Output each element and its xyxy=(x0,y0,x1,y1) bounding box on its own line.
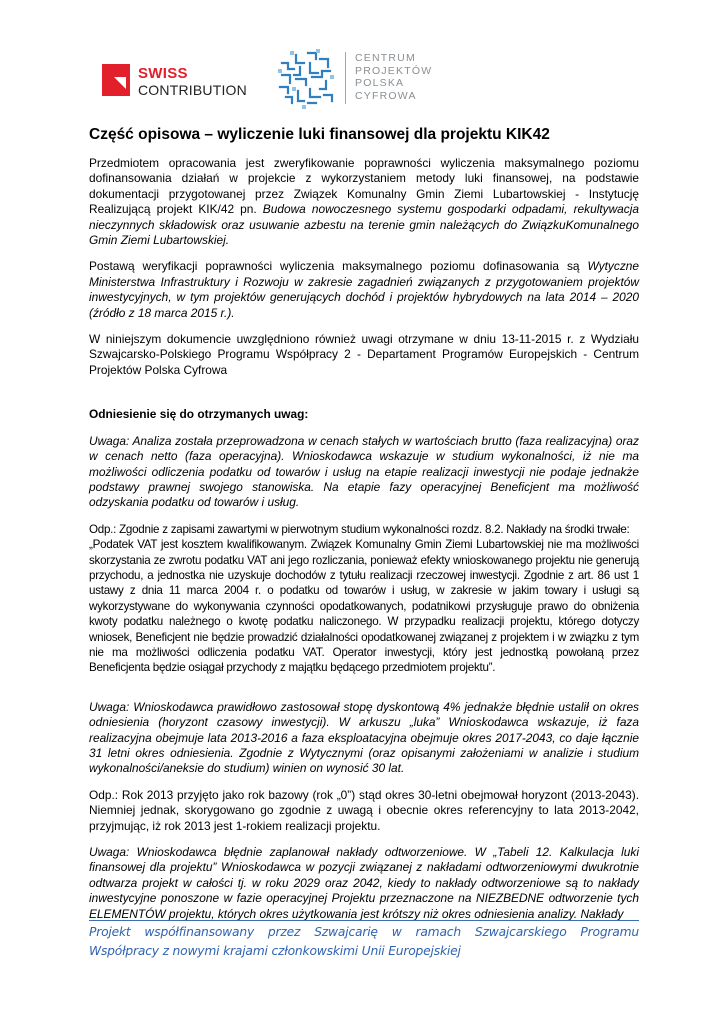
cppc-logo-text xyxy=(355,52,432,102)
document-title: Część opisowa – wyliczenie luki finansowej dla projektu KIK42 xyxy=(89,126,550,143)
logo-separator xyxy=(345,52,346,104)
intro-paragraph xyxy=(89,156,639,248)
remark-2: Uwaga: Wnioskodawca prawidłowo zastosował stopę dyskontową 4% jednakże błędnie ustalił on okres odniesienia (horyzont czasowy inwestycji). W arkuszu „luka” Wnioskodawca wskazuje, iż faza realizacyjna obejmuje lata 2013-2016 a faza eksploatacyjna obejmuje okres 2017-2043, co daje łącznie 31 letni okres odniesienia. Zgodnie z Wytycznymi (oraz opisanymi założeniami w analizie i studium wykonalności/aneksie do studium) winien on wynosić 30 lat. xyxy=(89,699,639,776)
intro-text: Przedmiotem opracowania jest zweryfikowanie poprawności wyliczenia maksymalnego poziomu dofinansowania działań w projekcie z wykorzystaniem metody luki finansowej, na podstawie dokumentacji przygotowanej przez Związek Komunalny Gmin Ziemi Lubartowskiej - Instytucję Realizującą projekt KIK/42 pn. xyxy=(89,156,639,217)
remark-1: Uwaga: Analiza została przeprowadzona w cenach stałych w wartościach brutto (faza realizacyjna) oraz w cenach netto (faza operacyjna). Wnioskodawca wskazuje w studium wykonalności, iż nie ma możliwości odliczenia podatku od towarów i usług na etapie realizacji inwestycji nie podaje jednakże podstawy prawnej swojego stanowiska. Na etapie fazy operacyjnej Beneficjent ma możliwość odzyskania podatku od towarów i usług. xyxy=(89,433,639,510)
answer-2: Odp.: Rok 2013 przyjęto jako rok bazowy (rok „0”) stąd okres 30-letni obejmował horyzont (2013-2043). Niemniej jednak, skorygowano go zgodnie z uwagą i obecnie okres referencyjny to lata 2013-2042, przyjmując, iż rok 2013 jest 1-rokiem realizacji projektu. xyxy=(89,787,639,833)
cppc-line-1: CENTRUM xyxy=(355,52,416,64)
section-heading: Odniesienie się do otrzymanych uwag: xyxy=(89,407,309,422)
cppc-maze-icon xyxy=(276,47,336,111)
answer-1: Odp.: Zgodnie z zapisami zawartymi w pierwotnym studium wykonalności rozdz. 8.2. Nakłady na środki trwałe: xyxy=(89,522,630,536)
remarks-paragraph: W niniejszym dokumencie uwzględniono również uwagi otrzymane w dniu 13-11-2015 r. z Wydziału Szwajcarsko-Polskiego Programu Współpracy 2 - Departament Programów Europejskich - Centrum Projektów Polska Cyfrowa xyxy=(89,332,639,377)
basis-text: Postawą weryfikacji poprawności wyliczenia maksymalnego poziomu dofinasowania są xyxy=(89,259,588,274)
cppc-line-3: POLSKA xyxy=(355,77,405,89)
swiss-flag-icon xyxy=(102,64,130,96)
remark-3: Uwaga: Wnioskodawca błędnie zaplanował nakłady odtworzeniowe. W „Tabeli 12. Kalkulacja luki finansowej dla projektu” Wnioskodawca w pozycji związanej z nakładami odtworzeniowymi dwukrotnie odtwarza projekt w całości tj. w roku 2029 oraz 2042, kiedy to nakłady odtworzeniowe są to nakłady inwestycyjne ponoszone w fazie operacyjnej Projektu przeznaczone na NIEZBEDNE odtworzenie tych ELEMENTÓW projektu, których okres użytkowania jest krótszy niż okres odniesienia analizy. Nakłady xyxy=(89,845,639,921)
basis-paragraph xyxy=(89,259,639,321)
cppc-line-4: CYFROWA xyxy=(355,89,417,102)
guidelines-reference: Wytyczne Ministerstwa Infrastruktury i Rozwoju w zakresie zagadnień związanych z przygotowaniem projektów inwestycyjnych, w tym projektów generujących dochód i projektów hybrydowych na lata 2014 – 2020 (źródło z 18 marca 2015 r.). xyxy=(89,259,639,320)
swiss-contribution-logo xyxy=(102,64,262,104)
cppc-line-2: PROJEKTÓW xyxy=(355,64,433,77)
page-footer: Projekt współfinansowany przez Szwajcarię w ramach Szwajcarskiego Programu Współpracy z nowymi krajami członkowskimi Unii Europejskiej xyxy=(89,920,639,961)
swiss-logo-line1: SWISS xyxy=(138,65,188,82)
document-body xyxy=(89,156,639,933)
project-name: Budowa nowoczesnego systemu gospodarki odpadami, rekultywacja nieczynnych składowisk oraz usuwanie azbestu na terenie gmin należących do ZwiązkuKomunalnego Gmin Ziemi Lubartowskiej. xyxy=(89,202,639,248)
swiss-logo-line2: CONTRIBUTION xyxy=(138,82,247,98)
answer-1-quote: „Podatek VAT jest kosztem kwalifikowanym. Związek Komunalny Gmin Ziemi Lubartowskiej nie ma możliwości skorzystania ze zwrotu podatku VAT ani jego rozliczania, ponieważ efekty wnioskowanego projektu nie generują przychodu, a jednostka nie uzyskuje dochodów z tytułu realizacji rzeczowej inwestycji. Zgodnie z art. 86 ust 1 ustawy z dnia 11 marca 2004 r. o podatku od towarów i usług, w zakresie w jakim towary i usługi są wykorzystywane do wykonywania czynności opodatkowanych, podatnikowi przysługuje prawo do obniżenia kwoty podatku należnego o kwotę podatku naliczonego. W przypadku realizacji projektu, którego dotyczy wniosek, Beneficjent nie będzie prowadzić działalności opodatkowanej związanej z projektem i w związku z tym nie ma możliwości odliczenia podatku VAT. Operator inwestycji, który jest jednostką powołaną przez Beneficjenta będzie osiągał przychody z majątku będącego przedmiotem projektu”. xyxy=(89,538,639,675)
